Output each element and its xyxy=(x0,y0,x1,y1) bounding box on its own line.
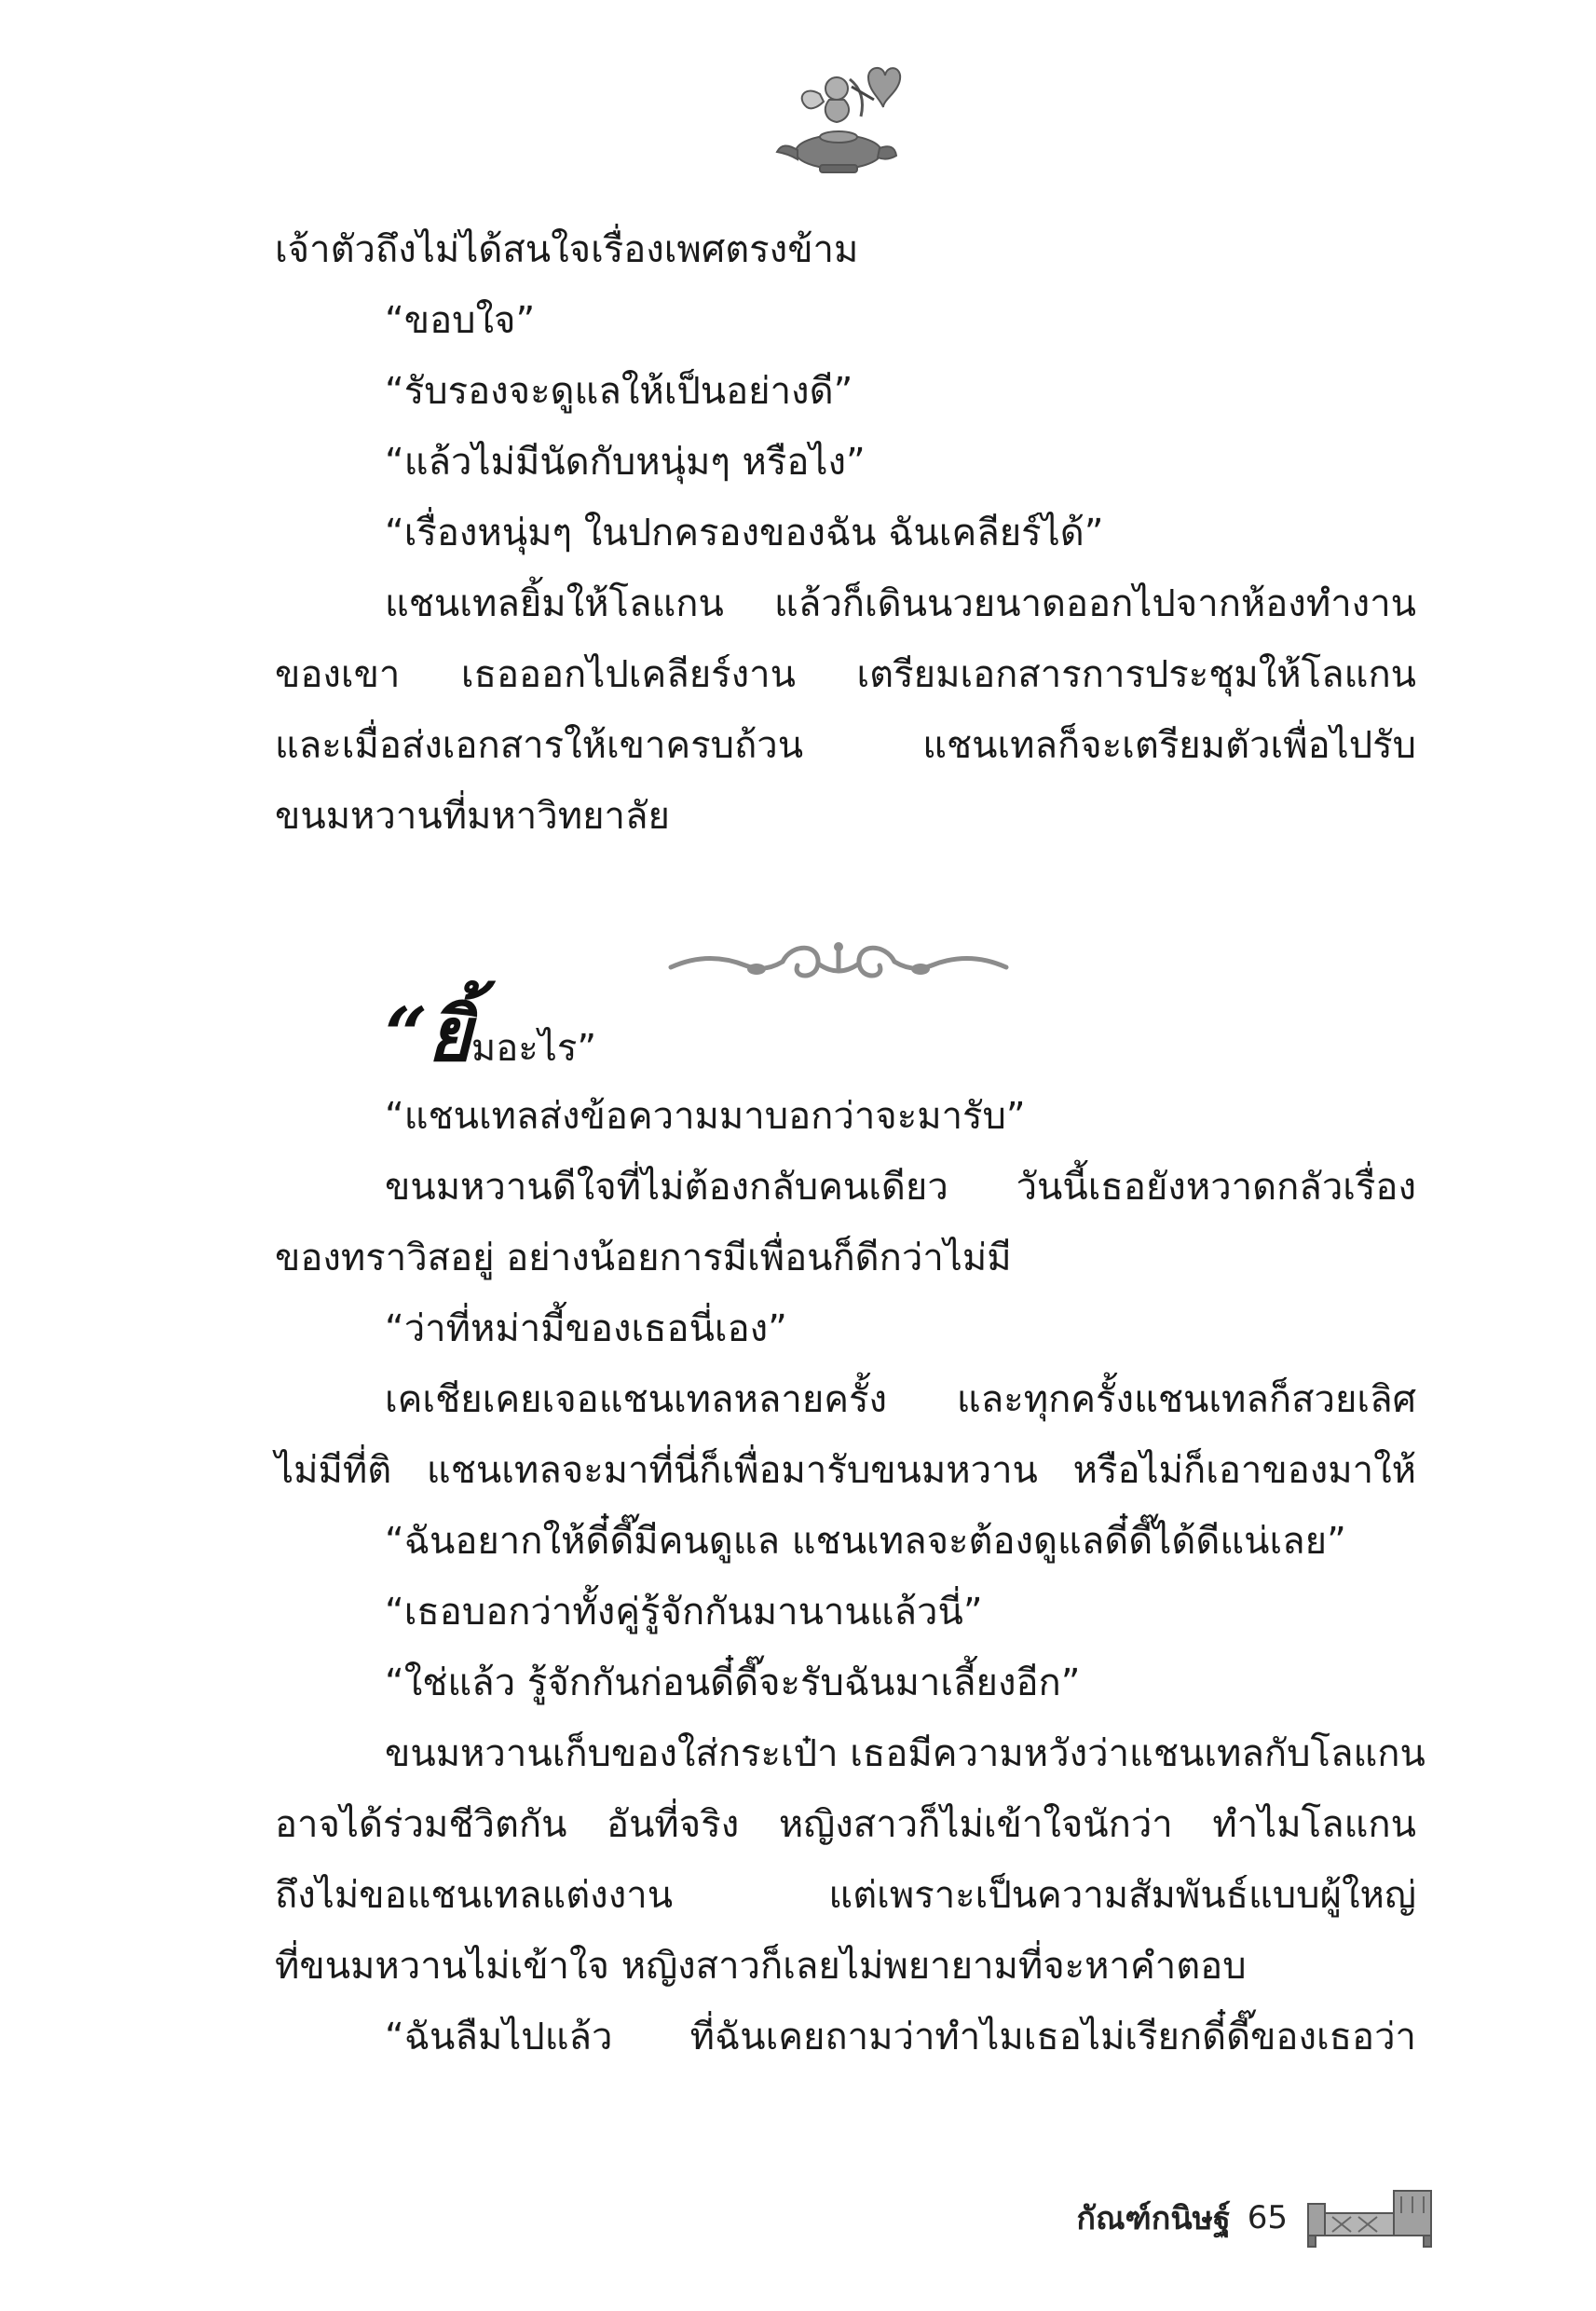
paragraph-line: เคเชียเคยเจอแชนเทลหลายครั้ง และทุกครั้งแชนเทลก็สวยเลิศ xyxy=(385,1378,1416,1421)
dialogue-line: “ใช่แล้ว รู้จักกันก่อนดี๋ดี๊จะรับฉันมาเลี้ยงอีก” xyxy=(385,1661,1081,1704)
floral-scroll-divider-icon xyxy=(652,932,1025,997)
book-title: กัณฑ์กนิษฐ์ xyxy=(1076,2200,1231,2237)
dialogue-line: “ฉันลืมไปแล้ว ที่ฉันเคยถามว่าทำไมเธอไม่เรียกดี๋ดี๊ของเธอว่า xyxy=(385,2016,1416,2058)
paragraph-line: ขนมหวานดีใจที่ไม่ต้องกลับคนเดียว วันนี้เธอยังหวาดกลัวเรื่อง xyxy=(385,1166,1416,1209)
dialogue-line: “รับรองจะดูแลให้เป็นอย่างดี” xyxy=(385,370,853,413)
paragraph-line: ไม่มีที่ติ แชนเทลจะมาที่นี่ก็เพื่อมารับขนมหวาน หรือไม่ก็เอาของมาให้ xyxy=(275,1449,1416,1492)
dialogue-line: “เธอบอกว่าทั้งคู่รู้จักกันมานานแล้วนี่” xyxy=(385,1591,983,1634)
paragraph-line: เจ้าตัวถึงไม่ได้สนใจเรื่องเพศตรงข้าม xyxy=(275,228,859,271)
section-opening xyxy=(385,983,596,1095)
dialogue-line: “แชนเทลส่งข้อความมาบอกว่าจะมารับ” xyxy=(385,1095,1026,1138)
dialogue-line: “ขอบใจ” xyxy=(385,299,536,342)
cupid-teapot-ornament-icon xyxy=(764,51,904,182)
paragraph-line: ขนมหวานเก็บของใส่กระเป๋า เธอมีความหวังว่าแชนเทลกับโลแกน xyxy=(385,1732,1425,1775)
drop-cap-rest: มอะไร” xyxy=(471,1027,597,1070)
paragraph-line: และเมื่อส่งเอกสารให้เขาครบถ้วน แชนเทลก็จะเตรียมตัวเพื่อไปรับ xyxy=(275,724,1416,767)
paragraph-line: อาจได้ร่วมชีวิตกัน อันที่จริง หญิงสาวก็ไม่เข้าใจนักว่า ทำไมโลแกน xyxy=(275,1803,1416,1846)
page-number: 65 xyxy=(1247,2199,1288,2236)
dialogue-line: “เรื่องหนุ่มๆ ในปกครองของฉัน ฉันเคลียร์ได้” xyxy=(385,512,1104,554)
text-block-1 xyxy=(275,214,1416,852)
paragraph-line: ขนมหวานที่มหาวิทยาลัย xyxy=(275,795,670,838)
paragraph-line: แชนเทลยิ้มให้โลแกน แล้วก็เดินนวยนาดออกไปจากห้องทำงาน xyxy=(385,582,1416,625)
text-block-2 xyxy=(275,1081,1425,2072)
dialogue-line: “ว่าที่หม่ามี้ของเธอนี่เอง” xyxy=(385,1307,787,1350)
dialogue-line: “ฉันอยากให้ดี๋ดี๊มีคนดูแล แชนเทลจะต้องดูแลดี๋ดี๊ได้ดีแน่เลย” xyxy=(385,1520,1346,1563)
drop-cap: “ยิ้ xyxy=(385,991,471,1078)
bed-icon xyxy=(1304,2185,1435,2250)
paragraph-line: ของทราวิสอยู่ อย่างน้อยการมีเพื่อนก็ดีกว่าไม่มี xyxy=(275,1237,1012,1279)
paragraph-line: ถึงไม่ขอแชนเทลแต่งงาน แต่เพราะเป็นความสัมพันธ์แบบผู้ใหญ่ xyxy=(275,1874,1416,1917)
paragraph-line: ที่ขนมหวานไม่เข้าใจ หญิงสาวก็เลยไม่พยายามที่จะหาคำตอบ xyxy=(275,1945,1247,1988)
paragraph-line: ของเขา เธอออกไปเคลียร์งาน เตรียมเอกสารการประชุมให้โลแกน xyxy=(275,653,1416,696)
dialogue-line: “แล้วไม่มีนัดกับหนุ่มๆ หรือไง” xyxy=(385,441,866,484)
page-footer xyxy=(932,2185,1435,2250)
